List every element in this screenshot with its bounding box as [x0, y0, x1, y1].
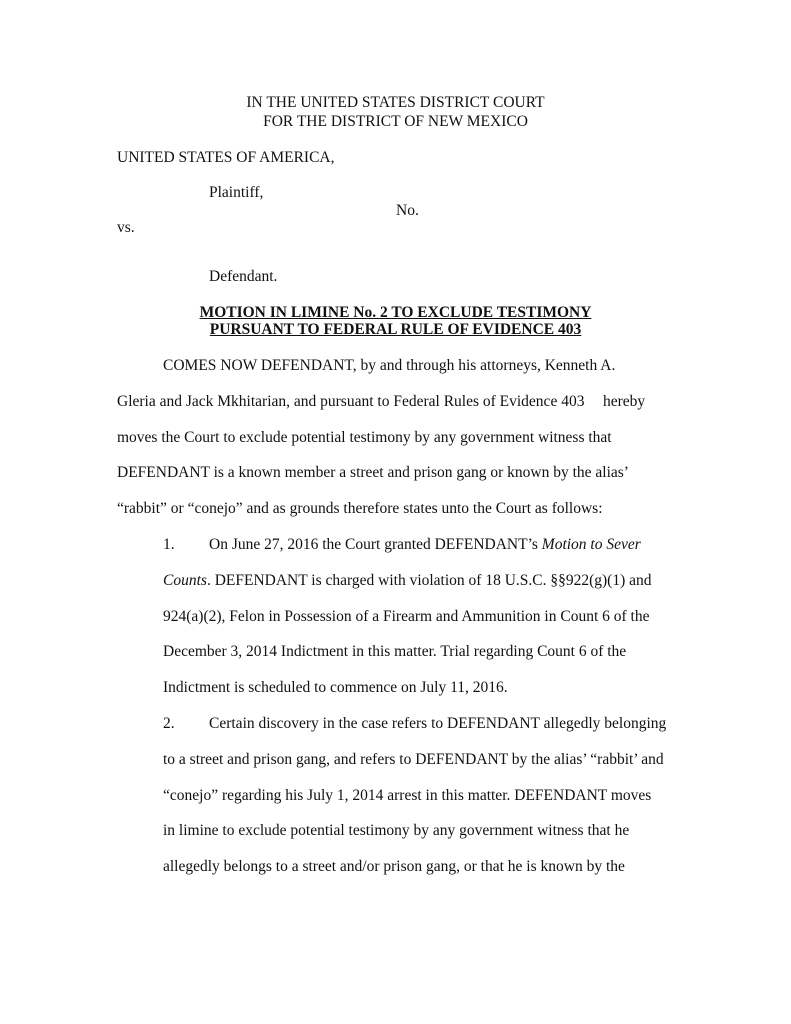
paragraph-line: December 3, 2014 Indictment in this matter. Trial regarding Count 6 of the [163, 643, 627, 660]
paragraph-text: On June 27, 2016 the Court granted DEFENDANT’s [209, 536, 542, 553]
intro-line: Gleria and Jack Mkhitarian, and pursuant to Federal Rules of Evidence 403 [117, 393, 585, 410]
paragraph-line: Indictment is scheduled to commence on July 11, 2016. [163, 679, 508, 696]
paragraph-line: “conejo” regarding his July 1, 2014 arrest in this matter. DEFENDANT moves [163, 787, 652, 804]
paragraph-line [209, 536, 641, 554]
paragraph-number: 2. [163, 715, 175, 732]
plaintiff-name: UNITED STATES OF AMERICA, [117, 149, 335, 166]
defendant-label: Defendant. [209, 268, 278, 285]
case-number-label: No. [396, 202, 419, 219]
court-name-line2: FOR THE DISTRICT OF NEW MEXICO [263, 113, 528, 130]
intro-line-end: hereby [603, 393, 646, 410]
case-title-italic: Counts [163, 572, 207, 589]
paragraph-number: 1. [163, 536, 175, 553]
motion-title-line2: PURSUANT TO FEDERAL RULE OF EVIDENCE 403 [209, 321, 582, 338]
case-title-italic: Motion to Sever [541, 536, 641, 553]
intro-line: moves the Court to exclude potential testimony by any government witness that [117, 429, 612, 446]
intro-line: “rabbit” or “conejo” and as grounds therefore states unto the Court as follows: [117, 500, 603, 517]
paragraph-line: 924(a)(2), Felon in Possession of a Firearm and Ammunition in Count 6 of the [163, 608, 650, 625]
paragraph-text: . DEFENDANT is charged with violation of 18 U.S.C. §§922(g)(1) and [206, 572, 652, 589]
paragraph-line: allegedly belongs to a street and/or prison gang, or that he is known by the [163, 858, 625, 875]
court-name-line1: IN THE UNITED STATES DISTRICT COURT [246, 94, 545, 111]
versus-label: vs. [117, 219, 135, 236]
paragraph-line: in limine to exclude potential testimony by any government witness that he [163, 822, 630, 839]
paragraph-line: to a street and prison gang, and refers to DEFENDANT by the alias’ “rabbit’ and [163, 751, 664, 768]
intro-line: COMES NOW DEFENDANT, by and through his attorneys, Kenneth A. [163, 357, 616, 374]
motion-title-line1: MOTION IN LIMINE No. 2 TO EXCLUDE TESTIMONY [199, 304, 592, 321]
paragraph-line: Certain discovery in the case refers to DEFENDANT allegedly belonging [209, 715, 667, 732]
plaintiff-label: Plaintiff, [209, 184, 264, 201]
intro-line: DEFENDANT is a known member a street and prison gang or known by the alias’ [117, 464, 629, 481]
paragraph-line [163, 572, 652, 590]
